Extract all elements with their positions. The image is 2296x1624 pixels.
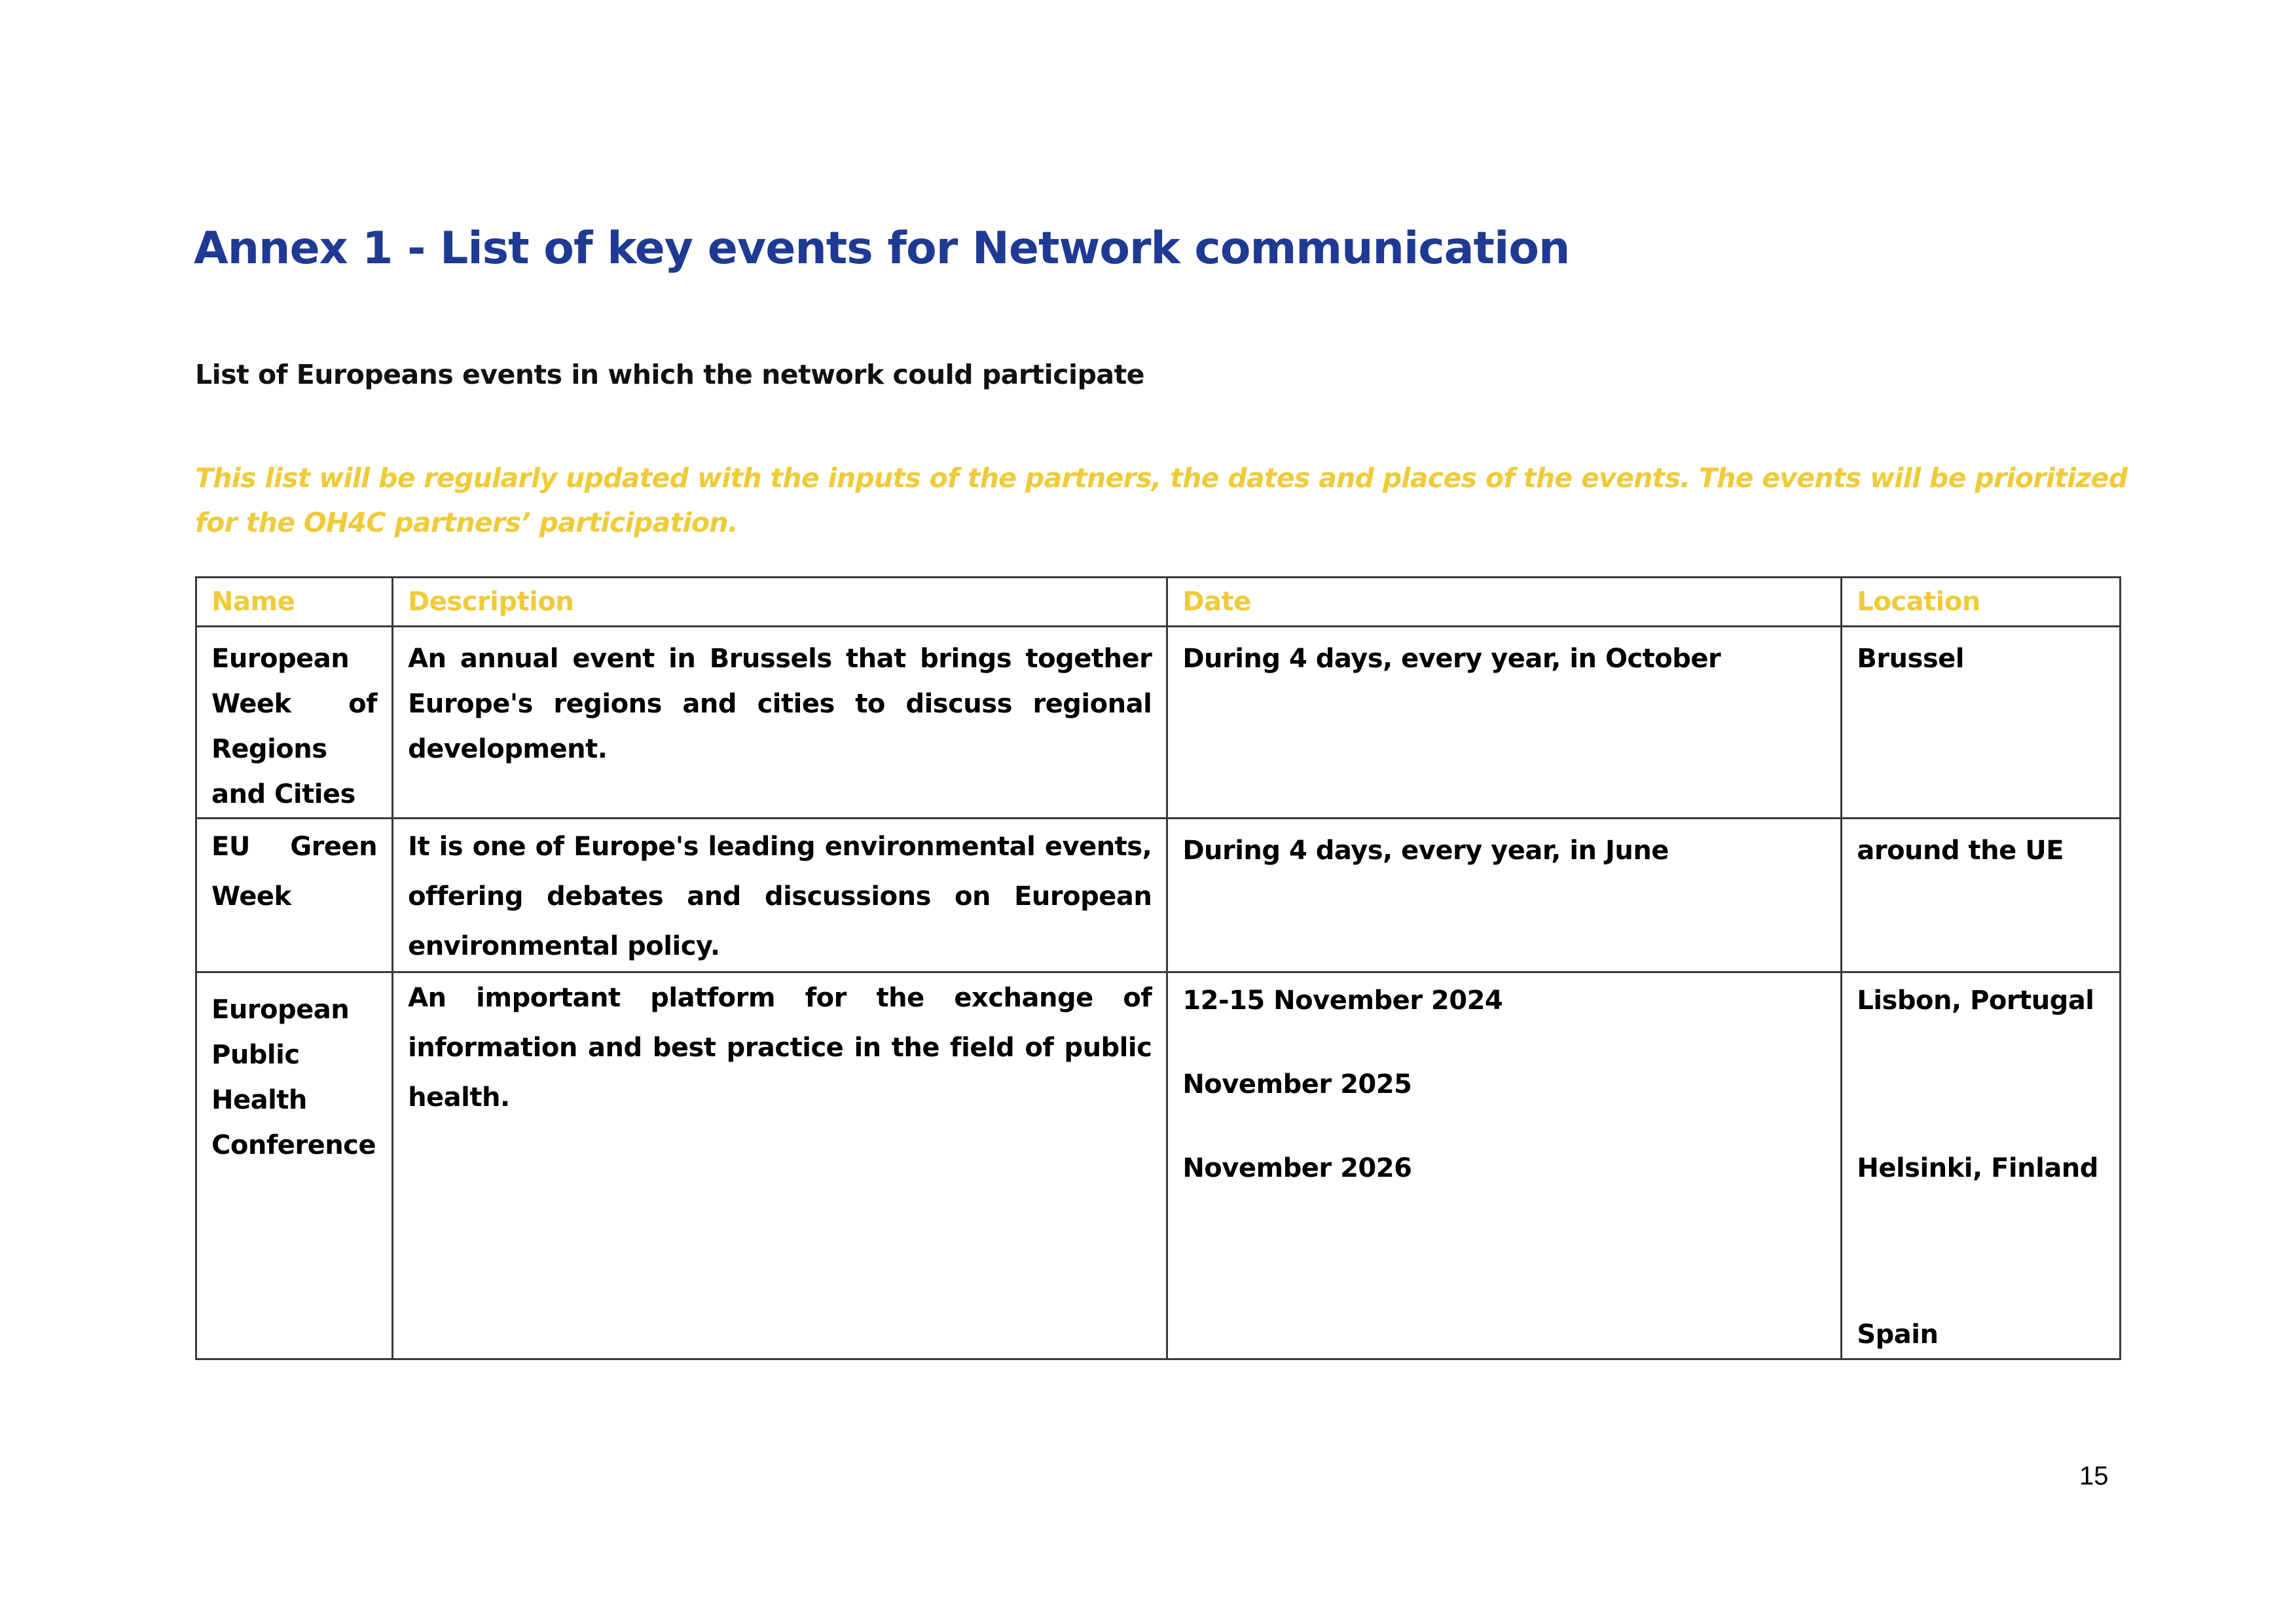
event-date: 12-15 November 2024 — [1182, 986, 1503, 1016]
table-row — [196, 627, 2121, 819]
event-description: An annual event in Brussels that brings together Europe's regions and cities to discuss regional development. — [393, 627, 1167, 819]
event-location: Lisbon, Portugal — [1857, 986, 2094, 1016]
table-row — [196, 972, 2121, 1359]
event-location: Helsinki, Finland — [1857, 1153, 2098, 1183]
event-description: An important platform for the exchange of information and best practice in the field of public health. — [393, 972, 1167, 1359]
event-date-list — [1167, 972, 1842, 1359]
header-location: Location — [1842, 578, 2121, 627]
header-date: Date — [1167, 578, 1842, 627]
section-subheading: List of Europeans events in which the network could participate — [195, 359, 1144, 390]
event-name-text: European Public Health Conference — [211, 995, 376, 1160]
event-date: During 4 days, every year, in October — [1167, 627, 1842, 819]
events-table — [195, 576, 2121, 1360]
event-description: It is one of Europe's leading environmental events, offering debates and discussions on European environmental policy. — [393, 819, 1167, 972]
table-header-row — [196, 578, 2121, 627]
event-location-list — [1842, 972, 2121, 1359]
event-location: Brussel — [1842, 627, 2121, 819]
event-location: Spain — [1857, 1320, 1939, 1350]
page-title: Annex 1 - List of key events for Network communication — [194, 223, 1570, 274]
page-number: 15 — [2079, 1462, 2109, 1490]
event-location: around the UE — [1842, 819, 2121, 972]
event-date: During 4 days, every year, in June — [1167, 819, 1842, 972]
update-note: This list will be regularly updated with the inputs of the partners, the dates and places of the events. The events will be prioritized for the OH4C partners’ participation. — [195, 462, 2128, 538]
header-description: Description — [393, 578, 1167, 627]
event-date: November 2025 — [1182, 1069, 1412, 1099]
header-name: Name — [196, 578, 393, 627]
event-name — [196, 972, 393, 1359]
event-name: EU Green Week — [196, 819, 393, 972]
event-name: European Week of Regions and Cities — [196, 627, 393, 819]
table-row — [196, 819, 2121, 972]
event-date: November 2026 — [1182, 1153, 1412, 1183]
